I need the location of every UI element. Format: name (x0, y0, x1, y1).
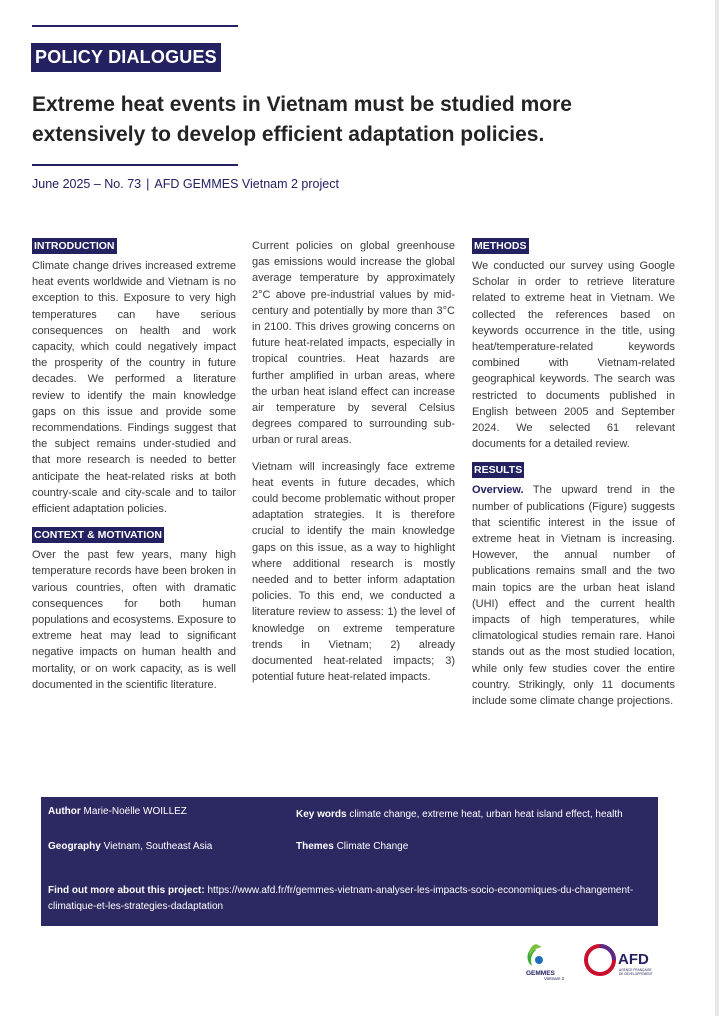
column-2 (252, 238, 455, 685)
policies-paragraph: Current policies on global greenhouse gas emissions would increase the global average temperature by approximately 2°C above pre-industrial values by mid-century and potentially by more than 3°C in 2100. This drives growing concerns on future heat-related impacts, especially in tropical countries. Heat hazards are further amplified in urban areas, where the urban heat island effect can increase air temperature by several Celsius degrees compared to surrounding sub-urban or rural areas. (252, 240, 455, 447)
themes-line (296, 841, 408, 852)
gemmes-sub: Vietnam 2 (544, 976, 565, 981)
issue-date: June 2025 – No. 73 (32, 177, 142, 191)
page-title: Extreme heat events in Vietnam must be studied more extensively to develop efficient adaptation policies. (32, 93, 572, 146)
results-lead: Overview. (472, 484, 524, 497)
themes-label: Themes (296, 841, 334, 852)
section-title-introduction: INTRODUCTION (34, 240, 115, 252)
partner-logos (522, 938, 662, 982)
top-rule (32, 25, 238, 27)
introduction-text: Climate change drives increased extreme heat events worldwide and Vietnam is no exception to this. Exposure to very high temperatures can have serious consequences on health and work capacity, which could negatively impact the prosperity of the country in future decades. We performed a literature review to identify the main knowledge gaps on this issue and provide some recommendations. Findings suggest that the subject remains under-studied and that more research is needed to better anticipate the heat-related risks at both country-scale and city-scale and to tailor efficient adaptation policies. (32, 260, 236, 516)
methods-text: We conducted our survey using Google Scholar in order to retrieve literature related to extreme heat in Vietnam. We collected the references based on keywords occurrence in the title, using heat/temperature-related keywords combined with Vietnam-related geographical keywords. The search was restricted to documents published in English between 2005 and September 2024. We selected 61 relevant documents for a detailed review. (472, 260, 675, 451)
geography-label: Geography (48, 841, 101, 852)
section-title-results: RESULTS (474, 464, 523, 477)
title-rule (32, 164, 238, 166)
info-box (41, 797, 658, 926)
afd-sub-2: DE DÉVELOPPEMENT (619, 972, 653, 976)
gemmes-dot-icon (535, 956, 543, 964)
page-edge (715, 0, 719, 1016)
find-out-more-label: Find out more about this project: (48, 885, 205, 896)
author-line (48, 806, 187, 817)
issue-meta (32, 177, 339, 191)
section-title-context: CONTEXT & MOTIVATION (34, 529, 162, 542)
keywords-value: climate change, extreme heat, urban heat island effect, health (346, 809, 623, 820)
afd-sub-1: AGENCE FRANÇAISE (619, 968, 652, 972)
column-3 (472, 238, 675, 709)
keywords-line (296, 809, 623, 820)
afd-logo (586, 946, 653, 976)
geography-value: Vietnam, Southeast Asia (100, 841, 213, 852)
afd-ring-accent-icon (600, 946, 614, 960)
meta-separator: | (146, 177, 150, 191)
geography-line (48, 841, 212, 852)
gemmes-name: GEMMES (526, 970, 555, 977)
vietnam-paragraph: Vietnam will increasingly face extreme heat events in future decades, which could become problematic without proper adaptation strategies. It is therefore crucial to identify the main knowledge gaps on this issue, as a way to highlight where additional research is mostly needed and to better inform adaptation policies. To this end, we conducted a literature review to assess: 1) the level of knowledge on extreme temperature trends in Vietnam; 2) already documented heat-related impacts; 3) potential future heat-related impacts. (252, 460, 455, 684)
column-1 (32, 238, 236, 693)
results-text (472, 482, 675, 709)
afd-name: AFD (618, 951, 649, 968)
policy-dialogues-banner: POLICY DIALOGUES (31, 43, 221, 72)
project-link[interactable]: https://www.afd.fr/fr/gemmes-vietnam-analyser-les-impacts-socio-economiques-du-changement-climatique-et-les-strategies-dadaptation (48, 885, 634, 912)
author-value: Marie-Noëlle WOILLEZ (80, 806, 187, 817)
author-label: Author (48, 806, 81, 817)
results-body: The upward trend in the number of publications (Figure) suggests that scientific interest in the issue of extreme heat in Vietnam is increasing. However, the annual number of publications remains small and the two main topics are the urban heat island (UHI) effect and the current health impacts of high temperatures, while climatological studies remain rare. Hanoi stands out as the most studied location, while only few studies cover the entire country. Strikingly, only 11 documents include some climate change projections. (472, 484, 675, 708)
keywords-label: Key words (296, 809, 347, 820)
themes-value: Climate Change (333, 841, 409, 852)
gemmes-logo (526, 944, 565, 981)
find-out-more (48, 883, 648, 915)
project-name: AFD GEMMES Vietnam 2 project (154, 177, 339, 191)
context-text: Over the past few years, many high temperature records have been broken in various countries, often with dramatic consequences for both human populations and ecosystems. Exposure to extreme heat may lead to significant negative impacts on human health and mortality, or on work capacity, as is well documented in the scientific literature. (32, 549, 236, 691)
section-title-methods: METHODS (474, 240, 527, 252)
